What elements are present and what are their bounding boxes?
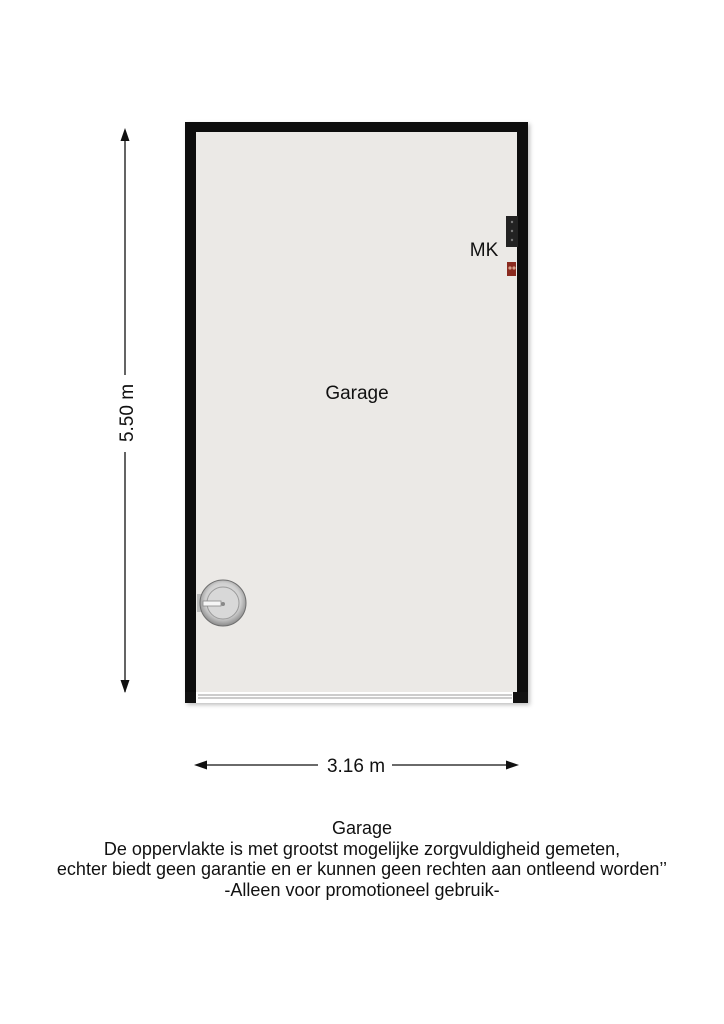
meter-cupboard-label: MK [469,240,499,261]
caption-line-3: -Alleen voor promotioneel gebruik- [224,879,500,900]
width-dimension-label: 3.16 m [326,756,386,777]
height-dimension-label: 5.50 m [117,383,138,443]
door-jamb-right [513,692,528,703]
door-jamb-left [185,692,196,703]
arrow-right-icon [506,761,519,770]
caption-title: Garage [331,818,393,838]
arrow-down-icon [121,680,130,693]
arrow-up-icon [121,128,130,141]
arrow-left-icon [194,761,207,770]
room-label: Garage [325,383,389,404]
caption-line-2: echter biedt geen garantie en er kunnen geen rechten aan ontleend worden’’ [56,859,668,879]
caption-line-1: De oppervlakte is met grootst mogelijke zorgvuldigheid gemeten, [103,838,621,859]
caption [0,818,724,900]
